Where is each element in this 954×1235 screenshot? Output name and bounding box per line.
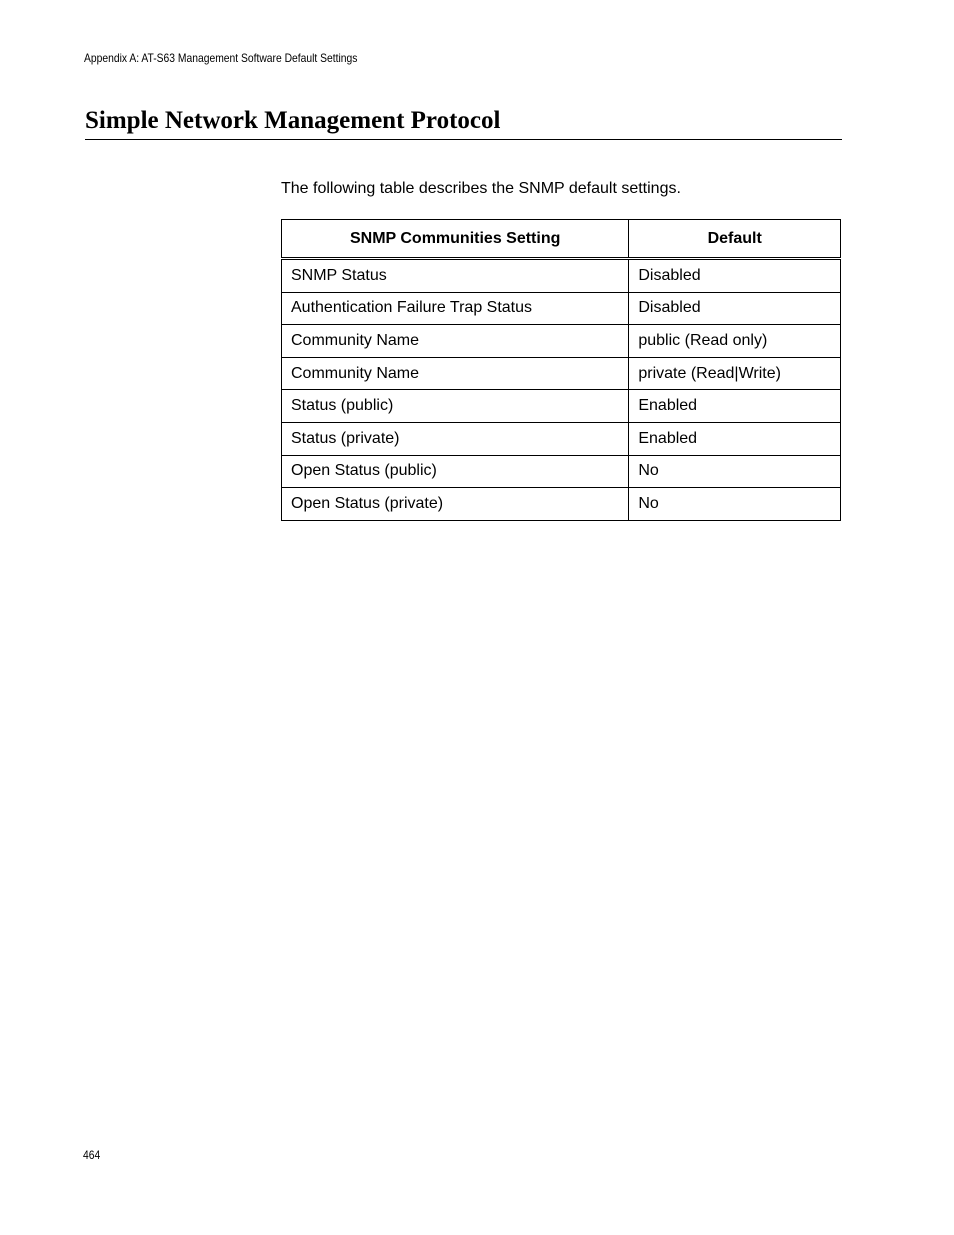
table-row xyxy=(282,357,841,390)
table-row xyxy=(282,390,841,423)
table-row xyxy=(282,488,841,521)
table-body xyxy=(282,259,841,521)
table-row xyxy=(282,422,841,455)
default-cell: No xyxy=(629,488,841,521)
setting-cell: Status (public) xyxy=(282,390,629,423)
table-row xyxy=(282,259,841,293)
running-header: Appendix A: AT-S63 Management Software Default Settings xyxy=(84,51,358,65)
table-row xyxy=(282,455,841,488)
default-cell: Enabled xyxy=(629,422,841,455)
default-cell: Disabled xyxy=(629,259,841,293)
default-cell: Enabled xyxy=(629,390,841,423)
default-cell: private (Read|Write) xyxy=(629,357,841,390)
table-row xyxy=(282,325,841,358)
snmp-defaults-table xyxy=(281,219,841,521)
column-header-default: Default xyxy=(629,220,841,259)
default-cell: Disabled xyxy=(629,292,841,325)
section-title: Simple Network Management Protocol xyxy=(85,107,501,134)
default-cell: No xyxy=(629,455,841,488)
setting-cell: Status (private) xyxy=(282,422,629,455)
setting-cell: Community Name xyxy=(282,325,629,358)
setting-cell: Community Name xyxy=(282,357,629,390)
intro-paragraph: The following table describes the SNMP default settings. xyxy=(281,180,681,197)
setting-cell: Authentication Failure Trap Status xyxy=(282,292,629,325)
page-number: 464 xyxy=(83,1148,101,1162)
setting-cell: SNMP Status xyxy=(282,259,629,293)
default-cell: public (Read only) xyxy=(629,325,841,358)
table-header xyxy=(282,220,841,259)
setting-cell: Open Status (public) xyxy=(282,455,629,488)
table-row xyxy=(282,292,841,325)
column-header-setting: SNMP Communities Setting xyxy=(282,220,629,259)
table-header-row xyxy=(282,220,841,259)
setting-cell: Open Status (private) xyxy=(282,488,629,521)
title-rule xyxy=(85,139,842,140)
